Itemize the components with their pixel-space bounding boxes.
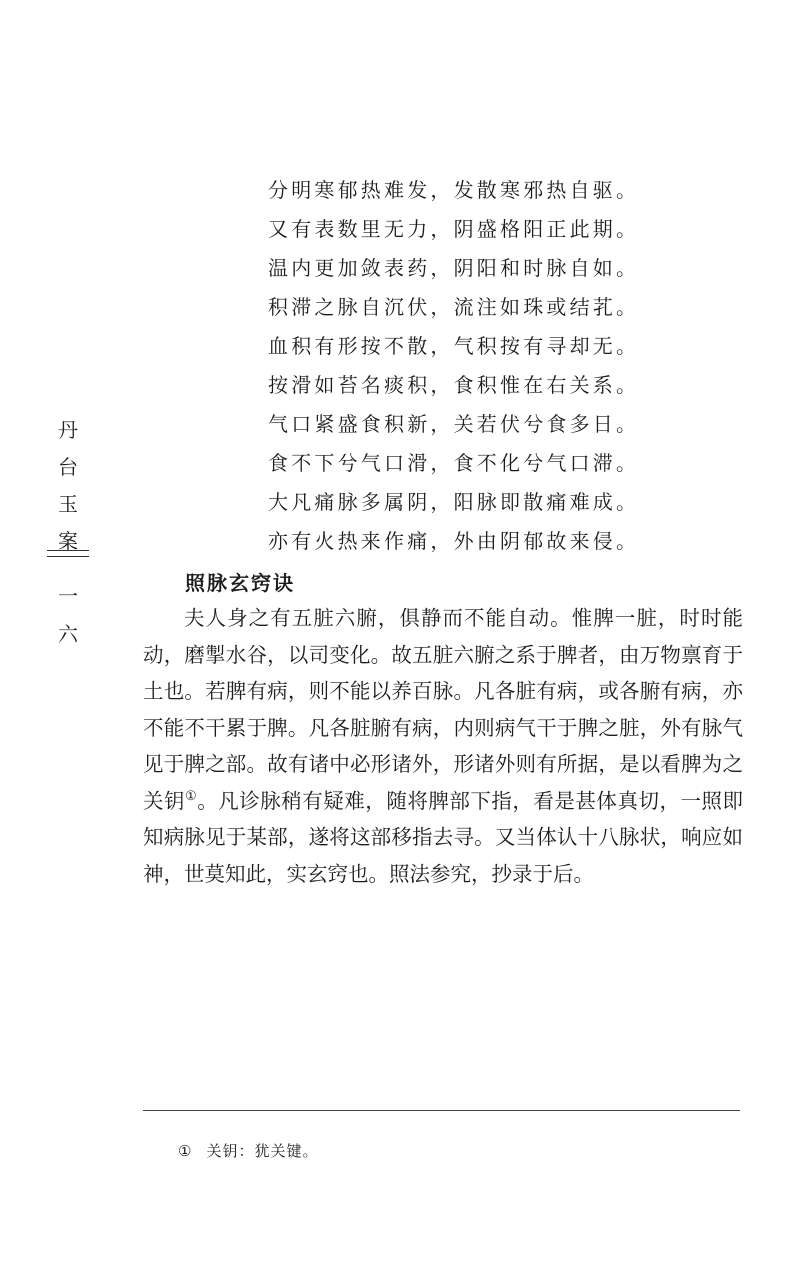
verse-line: 积滞之脉自沉伏，流注如珠或结芤。	[268, 295, 640, 319]
footnote-reference[interactable]: ①	[185, 788, 198, 804]
footnote-mark: ①	[178, 1142, 193, 1160]
body-paragraph	[143, 600, 743, 892]
verse-line: 又有表数里无力，阴盛格阳正此期。	[268, 217, 640, 241]
body-text-part: 夫人身之有五脏六腑，俱静而不能自动。惟脾一脏，时时能动，磨掣水谷，以司变化。故五脏六腑之系于脾者，由万物禀育于土也。若脾有病，则不能以养百脉。凡各脏有病，或各腑有病，亦不能不干累于脾。凡各脏腑有病，内则病气干于脾之脏，外有脉气见于脾之部。故有诸中必形诸外，形诸外则有所据，是以看脾为之关钥	[143, 606, 743, 813]
running-title-char: 案	[58, 529, 78, 553]
verse-line: 温内更加敛表药，阴阳和时脉自如。	[268, 256, 640, 280]
body-text-part: 。凡诊脉稍有疑难，随将脾部下指，看是甚体真切，一照即知病脉见于某部，遂将这部移指去寻。又当体认十八脉状，响应如神，世莫知此，实玄窍也。照法参究，抄录于后。	[143, 788, 744, 886]
verse-line: 大凡痛脉多属阴，阳脉即散痛难成。	[268, 490, 640, 514]
verse-line: 按滑如苔名痰积，食积惟在右关系。	[268, 373, 640, 397]
footnote-text: 关钥：犹关键。	[206, 1142, 319, 1160]
running-title-char: 台	[58, 455, 78, 479]
verse-block	[268, 171, 640, 561]
verse-line: 亦有火热来作痛，外由阴郁故来侵。	[268, 529, 640, 553]
footnote-divider	[143, 1110, 740, 1111]
running-title-char: 玉	[58, 492, 78, 516]
verse-line: 气口紧盛食积新，关若伏兮食多日。	[268, 412, 640, 436]
section-body	[143, 600, 743, 892]
running-title-char: 丹	[58, 418, 78, 442]
verse-line: 食不下兮气口滑，食不化兮气口滞。	[268, 451, 640, 475]
verse-line: 分明寒郁热难发，发散寒邪热自驱。	[268, 178, 640, 202]
footnote	[178, 1140, 318, 1161]
section-heading: 照脉玄窍诀	[185, 571, 295, 595]
page-number-char: 六	[58, 622, 78, 646]
running-title	[48, 412, 88, 560]
verse-line: 血积有形按不散，气积按有寻却无。	[268, 334, 640, 358]
running-title-divider	[47, 550, 89, 557]
page-number-char: 一	[58, 584, 78, 608]
page-number	[48, 577, 88, 653]
